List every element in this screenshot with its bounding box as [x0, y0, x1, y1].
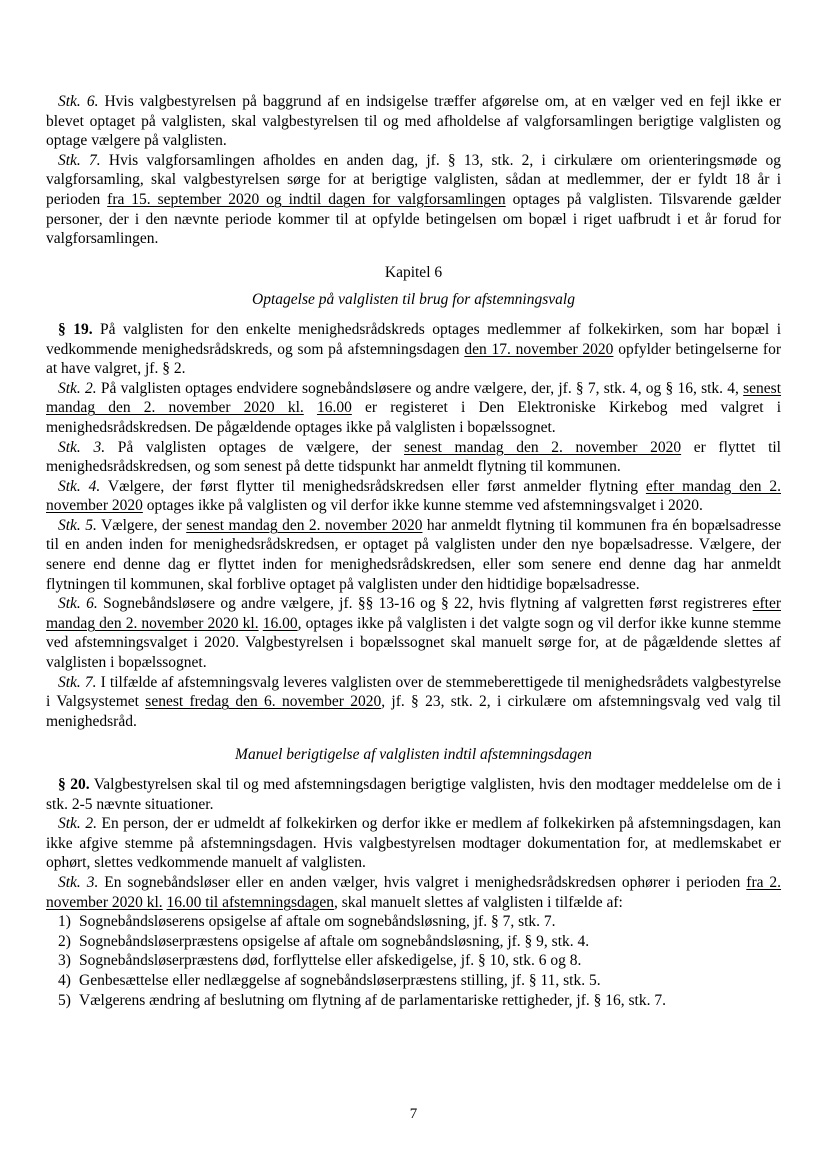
text-run: § 20. [58, 776, 90, 793]
text-run: senest mandag den 2. november 2020 [404, 438, 682, 456]
text-run: efter mandag den 2. november 2020 kl. [46, 595, 781, 632]
section-heading [46, 745, 781, 765]
text-run: Sognebåndsløserpræstens død, forflyttelse eller afskedigelse, jf. § 10, stk. 6 og 8. [79, 952, 582, 970]
text-run: er flyttet til menighedsrådskredsen, og som senest på dette tidspunkt har anmeldt flytning til kommunen. [46, 438, 781, 476]
text-run: Vælgere, der først flytter til menighedsrådskredsen eller først anmelder flytning [100, 477, 646, 495]
page-footer [0, 1106, 827, 1123]
text-run: 16.00 til afstemningsdagen [166, 893, 335, 911]
text-run: Sognebåndsløsere og andre vælgere, jf. §§ 13-16 og § 22, hvis flytning af valgretten først registreres [97, 595, 753, 613]
text-run: 16.00 [316, 399, 352, 417]
text-run: er registeret i Den Elektroniske Kirkebog med valgret i menighedsrådskredsen. De pågældende optages ikke på valglisten i bopælssognet. [46, 399, 782, 436]
text-run: Hvis valgbestyrelsen på baggrund af en indsigelse træffer afgørelse om, at en vælger ved en fejl ikke er blevet optaget på valglisten, skal valgbestyrelsen til og med afholdelse af valgforsamlingen berigtige valglisten og optage vælgere på valglisten. [46, 93, 781, 150]
text-run: Stk. 6. [58, 595, 98, 613]
text-run: Stk. 3. [58, 438, 106, 456]
text-run: Kapitel 6 [384, 263, 443, 281]
list-item-marker: 4) [58, 971, 71, 989]
text-run: På valglisten for den enkelte menighedsrådskreds optages medlemmer af folkekirken, som har bopæl i vedkommende menighedsrådskreds, og som på afstemningsdagen [46, 320, 781, 358]
list-item-marker: 3) [58, 952, 71, 970]
text-run: efter mandag den 2. november 2020 [46, 477, 781, 515]
paragraph [46, 320, 781, 379]
list-item [46, 932, 781, 952]
text-run: På valglisten optages endvidere sognebåndsløsere og andre vælgere, der, jf. § 7, stk. 4, og § 16, stk. 4, [96, 379, 744, 397]
list-item-marker: 1) [58, 913, 71, 931]
text-run: Stk. 4. [58, 477, 101, 495]
text-run [304, 399, 317, 416]
paragraph [46, 516, 781, 594]
text-run: Vælgerens ændring af beslutning om flytning af de parlamentariske rettigheder, jf. § 16, stk. 7. [79, 991, 666, 1009]
text-run: Stk. 7. [58, 151, 101, 169]
text-run: Stk. 3. [58, 873, 99, 891]
text-run: , jf. § 23, stk. 2, i cirkulære om afstemningsvalg ved valg til menighedsråd. [46, 693, 781, 730]
paragraph [46, 775, 781, 814]
text-run: På valglisten optages de vælgere, der [105, 438, 404, 456]
text-run: I tilfælde af afstemningsvalg leveres valglisten over de stemmeberettigede til menighedsrådets valgbestyrelse i Valgsystemet [46, 673, 782, 711]
text-run: den 17. november 2020 [464, 340, 614, 358]
list-item [46, 912, 781, 932]
text-run: Genbesættelse eller nedlæggelse af sognebåndsløserpræstens stilling, jf. § 11, stk. 5. [79, 971, 601, 989]
paragraph [46, 873, 781, 912]
list-item-marker: 5) [58, 991, 71, 1009]
text-run: En sognebåndsløser eller en anden vælger, hvis valgret i menighedsrådskredsen ophører i perioden [98, 873, 747, 891]
list-item [46, 951, 781, 971]
text-run: senest mandag den 2. november 2020 [186, 516, 423, 534]
paragraph [46, 92, 781, 151]
text-run: Stk. 7. [58, 673, 97, 691]
page-number: 7 [409, 1106, 418, 1122]
text-run: senest mandag den 2. november 2020 kl. [46, 379, 782, 417]
text-run: Manuel berigtigelse af valglisten indtil afstemningsdagen [235, 746, 592, 764]
text-run: fra 15. september 2020 og indtil dagen for valgforsamlingen [107, 190, 506, 208]
paragraph [46, 673, 781, 732]
text-run: optages på valglisten. Tilsvarende gælder personer, der i den nævnte periode kommer til at opfylde betingelsen om bopæl i riget uafbrudt i et år forud for valgforsamlingen. [46, 190, 781, 248]
text-run: har anmeldt flytning til kommunen fra én bopælsadresse til en anden inden for menighedsrådskredsen, er optaget på valglisten under den nye bopælsadresse. Vælgere, der senere end denne dag er flyttet inden for menighedsrådskredsen, eller som senere end denne dag har anmeldt flytningen til kommunen, skal forblive optaget på valglisten under den hidtidige bopælsadresse. [46, 516, 781, 593]
paragraph [46, 594, 781, 672]
text-run: § 19. [58, 320, 93, 338]
text-run: Optagelse på valglisten til brug for afstemningsvalg [252, 291, 575, 309]
text-run: , skal manuelt slettes af valglisten i tilfælde af: [334, 893, 623, 911]
text-run: Sognebåndsløserpræstens opsigelse af aftale om sognebåndsløsning, jf. § 9, stk. 4. [79, 932, 590, 950]
text-run: Stk. 2. [58, 815, 97, 833]
text-run: Sognebåndsløserens opsigelse af aftale om sognebåndsløsning, jf. § 7, stk. 7. [79, 913, 556, 931]
text-run: senest fredag den 6. november 2020 [145, 693, 382, 711]
document-body [46, 92, 781, 1010]
list-item-marker: 2) [58, 932, 71, 950]
text-run: Stk. 6. [58, 93, 99, 110]
section-heading [46, 290, 781, 310]
text-run: optages ikke på valglisten og vil derfor ikke kunne stemme ved afstemningsvalget i 2020. [142, 497, 703, 515]
text-run: fra 2. november 2020 kl. [46, 873, 782, 911]
text-run: Valgbestyrelsen skal til og med afstemningsdagen berigtige valglisten, hvis den modtager meddelelse om de i stk. 2-5 nævnte situationer. [46, 776, 782, 813]
text-run: 16.00 [262, 614, 298, 632]
text-run: Hvis valgforsamlingen afholdes en anden dag, jf. § 13, stk. 2, i cirkulære om orienteringsmøde og valgforsamling, skal valgbestyrelsen sørge for at berigtige valglisten, sådan at medlemmer, der er fyldt 18 år i perioden [46, 151, 781, 208]
list-item [46, 971, 781, 991]
text-run: En person, der er udmeldt af folkekirken og derfor ikke er medlem af folkekirken på afstemningsdagen, kan ikke afgive stemme på afstemningsdagen. Hvis valgbestyrelsen modtager dokumentation for, at medlemskabet er ophørt, slettes vedkommende manuelt af valglisten. [46, 815, 782, 872]
paragraph [46, 477, 781, 516]
paragraph [46, 379, 781, 438]
list-item [46, 991, 781, 1011]
text-run: Stk. 5. [58, 516, 97, 534]
paragraph [46, 151, 781, 249]
paragraph [46, 438, 781, 477]
chapter-heading [46, 263, 781, 283]
text-run: , optages ikke på valglisten i det valgte sogn og vil derfor ikke kunne stemme ved afstemningsvalget i 2020. Valgbestyrelsen i bopælssognet skal manuelt sørge for, at de pågældende slettes af valglisten i bopælssognet. [46, 614, 781, 672]
text-run: Stk. 2. [58, 379, 97, 397]
text-run: Vælgere, der [96, 516, 187, 534]
text-run: opfylder betingelserne for at have valgret, jf. § 2. [46, 340, 782, 378]
paragraph [46, 814, 781, 873]
